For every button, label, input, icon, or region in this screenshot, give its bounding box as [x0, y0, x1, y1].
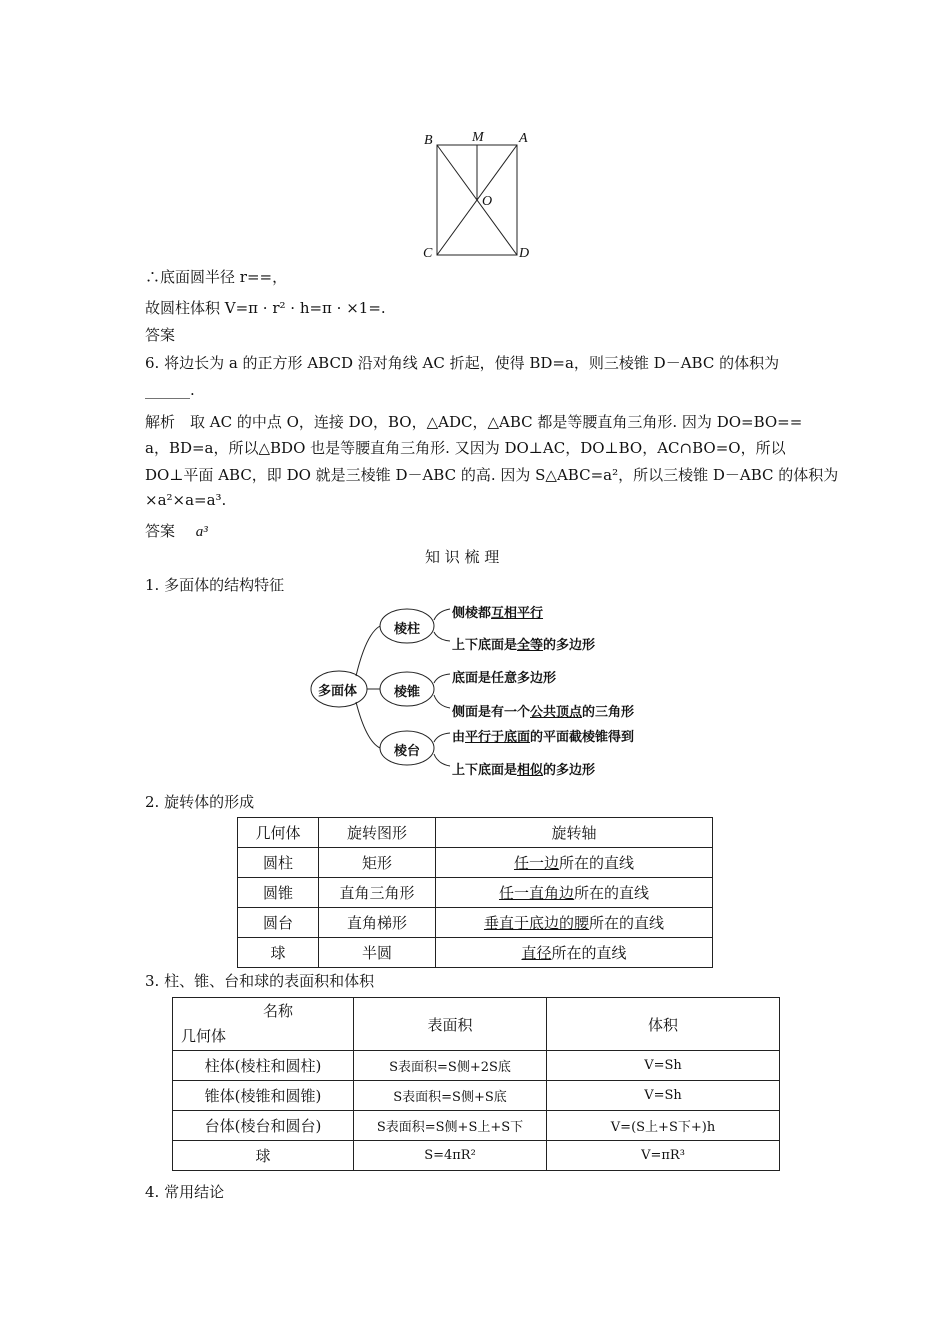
- table-cell: 球: [238, 938, 319, 968]
- heading-3: 3. 柱、锥、台和球的表面积和体积: [145, 972, 375, 990]
- table-header: 旋转轴: [436, 818, 713, 848]
- label-m: M: [472, 130, 484, 145]
- table-cell: 矩形: [319, 848, 436, 878]
- rotation-table: [237, 817, 713, 968]
- heading-1: 1. 多面体的结构特征: [145, 576, 285, 594]
- answer-value: a³: [195, 524, 208, 540]
- table-cell: V=Sh: [547, 1081, 780, 1111]
- table-cell: 任一边所在的直线: [436, 848, 713, 878]
- label-d: D: [519, 246, 530, 260]
- label-a: A: [519, 131, 528, 146]
- mindmap-node-pyramid: 棱锥: [394, 685, 421, 700]
- pyramid-item-1: 底面是任意多边形: [452, 671, 557, 686]
- answer-label: 答案: [145, 326, 176, 344]
- table-header: 体积: [547, 998, 780, 1051]
- area-volume-table: [172, 997, 780, 1171]
- table-row: [238, 938, 713, 968]
- prism-item-1: 侧棱都互相平行: [452, 606, 544, 621]
- question-6-line-2: ______.: [145, 381, 195, 399]
- table-cell: 圆锥: [238, 878, 319, 908]
- frustum-item-2: 上下底面是相似的多边形: [452, 763, 596, 778]
- pyramid-item-2: 侧面是有一个公共顶点的三角形: [452, 705, 635, 720]
- table-cell: 直角梯形: [319, 908, 436, 938]
- solution-line-4: ×a²×a=a³.: [145, 491, 227, 509]
- label-b: B: [424, 133, 433, 148]
- rectangle-diagram: [420, 125, 540, 260]
- table-header: 几何体: [238, 818, 319, 848]
- section-title: 知 识 梳 理: [425, 548, 500, 566]
- table-row: [238, 908, 713, 938]
- table-cell: S表面积=S侧+2S底: [354, 1051, 547, 1081]
- table-row: [173, 1111, 780, 1141]
- table-cell: 球: [173, 1141, 354, 1171]
- table-cell: 圆柱: [238, 848, 319, 878]
- table-cell: 直径所在的直线: [436, 938, 713, 968]
- table-cell: S表面积=S侧+S底: [354, 1081, 547, 1111]
- answer-label-2: [145, 520, 208, 541]
- table-cell: V=πR³: [547, 1141, 780, 1171]
- radius-line: ∴底面圆半径 r==，: [145, 268, 288, 286]
- solution-line-1: 解析 取 AC 的中点 O，连接 DO，BO，△ADC，△ABC 都是等腰直角三角形. 因为 DO=BO==: [145, 413, 803, 431]
- table-cell: 台体(棱台和圆台): [173, 1111, 354, 1141]
- table-cell: 直角三角形: [319, 878, 436, 908]
- table-cell: S=4πR²: [354, 1141, 547, 1171]
- table-cell: 柱体(棱柱和圆柱): [173, 1051, 354, 1081]
- solution-line-2: a，BD=a，所以△BDO 也是等腰直角三角形. 又因为 DO⊥AC，DO⊥BO，AC∩BO=O，所以: [145, 439, 786, 457]
- table-row: [238, 848, 713, 878]
- corner-bottom-label: 几何体: [181, 1027, 227, 1045]
- table-cell: 半圆: [319, 938, 436, 968]
- table-corner-cell: [173, 998, 354, 1051]
- mindmap-node-frustum: 棱台: [394, 744, 421, 759]
- solution-line-3: DO⊥平面 ABC，即 DO 就是三棱锥 D－ABC 的高. 因为 S△ABC=a²，所以三棱锥 D－ABC 的体积为: [145, 466, 839, 484]
- heading-4: 4. 常用结论: [145, 1183, 225, 1201]
- table-cell: S表面积=S侧+S上+S下: [354, 1111, 547, 1141]
- table-header: 表面积: [354, 998, 547, 1051]
- table-cell: 圆台: [238, 908, 319, 938]
- label-c: C: [423, 246, 433, 260]
- volume-line: 故圆柱体积 V=π · r² · h=π · ×1=.: [145, 299, 386, 317]
- table-header-row: [173, 998, 780, 1051]
- question-6-line-1: 6. 将边长为 a 的正方形 ABCD 沿对角线 AC 折起，使得 BD=a，则三棱锥 D－ABC 的体积为: [145, 354, 780, 372]
- table-cell: 任一直角边所在的直线: [436, 878, 713, 908]
- answer-label-text: 答案: [145, 522, 176, 540]
- table-header: 旋转图形: [319, 818, 436, 848]
- corner-top-label: 名称: [263, 1002, 294, 1020]
- frustum-item-1: 由平行于底面的平面截棱锥得到: [452, 730, 635, 745]
- heading-2: 2. 旋转体的形成: [145, 793, 255, 811]
- table-row: [173, 1081, 780, 1111]
- table-row: [238, 878, 713, 908]
- mindmap-center: 多面体: [318, 684, 358, 699]
- table-cell: 锥体(棱锥和圆锥): [173, 1081, 354, 1111]
- mindmap-node-prism: 棱柱: [394, 622, 421, 637]
- table-cell: V=(S上+S下+)h: [547, 1111, 780, 1141]
- table-cell: 垂直于底边的腰所在的直线: [436, 908, 713, 938]
- table-header-row: [238, 818, 713, 848]
- table-row: [173, 1141, 780, 1171]
- label-o: O: [482, 194, 493, 209]
- prism-item-2: 上下底面是全等的多边形: [452, 638, 596, 653]
- table-cell: V=Sh: [547, 1051, 780, 1081]
- table-row: [173, 1051, 780, 1081]
